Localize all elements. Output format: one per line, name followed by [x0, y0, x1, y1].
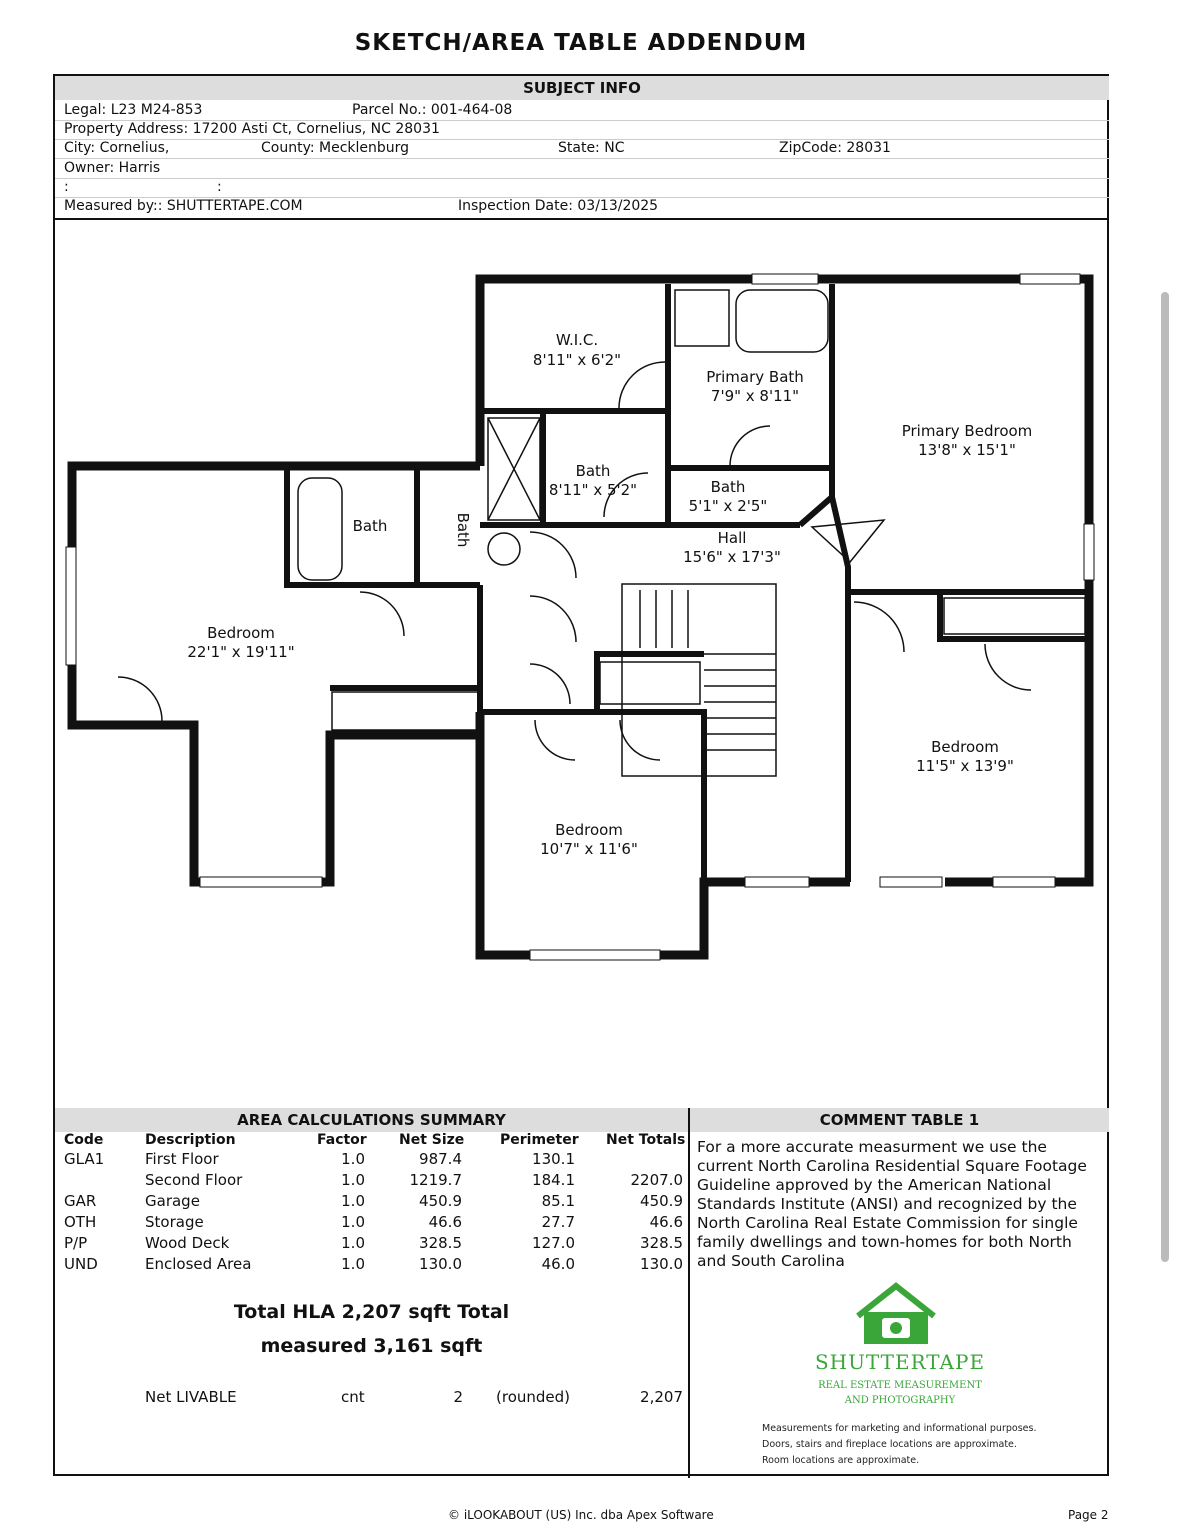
- area-row-net-size: 450.9: [419, 1192, 462, 1210]
- area-row-description: Enclosed Area: [145, 1255, 252, 1273]
- bathtub-2: [298, 478, 342, 580]
- shower: [675, 290, 729, 346]
- bedroom-west-dimensions: 22'1" x 19'11": [187, 643, 295, 661]
- total-hla-line: Total HLA 2,207 sqft Total: [233, 1301, 510, 1323]
- area-row-factor: 1.0: [341, 1234, 365, 1252]
- area-row-factor: 1.0: [341, 1192, 365, 1210]
- subject-row-legal: [55, 101, 1109, 121]
- total-measured-line: measured 3,161 sqft: [260, 1335, 483, 1357]
- footer-copyright: © iLOOKABOUT (US) Inc. dba Apex Software: [448, 1508, 714, 1522]
- area-row-description: First Floor: [145, 1150, 219, 1168]
- area-row-net-size: 328.5: [419, 1234, 462, 1252]
- bedroom-south-dimensions: 10'7" x 11'6": [540, 840, 638, 858]
- net-livable-label: Net LIVABLE: [145, 1388, 237, 1406]
- primary-bath-dimensions: 7'9" x 8'11": [710, 387, 800, 405]
- primary-bath-label: Primary Bath: [706, 368, 804, 386]
- parcel-field: Parcel No.: 001-464-08: [352, 102, 513, 118]
- col-net-size: Net Size: [399, 1132, 465, 1148]
- water-heater: [488, 533, 520, 565]
- blank-field-2: :: [217, 179, 222, 195]
- area-row-net-size: 1219.7: [409, 1171, 462, 1189]
- address-field: Property Address: 17200 Asti Ct, Cornelius, NC 28031: [64, 121, 440, 137]
- door-swing: [619, 362, 665, 408]
- bath-dimensions: 8'11" x 5'2": [548, 481, 638, 499]
- net-count: 2: [453, 1388, 463, 1406]
- wall-bed2-west: [832, 497, 848, 882]
- area-summary-header: AREA CALCULATIONS SUMMARY: [55, 1108, 688, 1132]
- col-net-totals: Net Totals: [606, 1132, 686, 1148]
- blank-field-1: :: [64, 179, 69, 195]
- area-row-net-total: 46.6: [649, 1213, 683, 1231]
- area-row-factor: 1.0: [341, 1255, 365, 1273]
- bath-tub-label: Bath: [352, 517, 388, 535]
- state-field: State: NC: [558, 140, 625, 156]
- zip-field: ZipCode: 28031: [779, 140, 891, 156]
- wic-label: W.I.C.: [555, 331, 599, 349]
- area-row-net-size: 130.0: [419, 1255, 462, 1273]
- col-factor: Factor: [317, 1132, 367, 1148]
- area-row-net-size: 46.6: [428, 1213, 462, 1231]
- footer-page-number: Page 2: [1068, 1508, 1109, 1522]
- primary-bedroom-dimensions: 13'8" x 15'1": [918, 441, 1016, 459]
- bathtub: [736, 290, 828, 352]
- col-description: Description: [145, 1132, 236, 1148]
- county-field: County: Mecklenburg: [261, 140, 410, 156]
- disclaimer-2: Doors, stairs and fireplace locations are approximate.: [762, 1439, 1017, 1450]
- area-row-net-size: 987.4: [419, 1150, 462, 1168]
- area-row-perimeter: 184.1: [532, 1171, 575, 1189]
- bedroom-south-label: Bedroom: [555, 821, 623, 839]
- wic-dimensions: 8'11" x 6'2": [532, 351, 622, 369]
- hall-dimensions: 15'6" x 17'3": [683, 548, 781, 566]
- area-row-code: UND: [64, 1255, 98, 1273]
- closet-shelf-2: [944, 598, 1085, 634]
- comment-table-header: COMMENT TABLE 1: [690, 1108, 1109, 1132]
- inspection-date-field: Inspection Date: 03/13/2025: [458, 198, 659, 214]
- staircase: [622, 584, 776, 776]
- area-row-description: Garage: [145, 1192, 200, 1210]
- floor-plan-sketch: [55, 218, 1109, 1110]
- disclaimer-3: Room locations are approximate.: [762, 1455, 920, 1466]
- subject-row-blank: [55, 178, 1109, 198]
- area-row-perimeter: 85.1: [541, 1192, 575, 1210]
- bedroom-west-label: Bedroom: [207, 624, 275, 642]
- city-field: City: Cornelius,: [64, 140, 170, 156]
- area-row-perimeter: 130.1: [532, 1150, 575, 1168]
- area-row-net-total: 2207.0: [630, 1171, 683, 1189]
- area-row-factor: 1.0: [341, 1150, 365, 1168]
- bedroom-east-label: Bedroom: [931, 738, 999, 756]
- col-code: Code: [64, 1132, 104, 1148]
- area-row-code: GLA1: [64, 1150, 105, 1168]
- net-livable-value: 2,207: [640, 1388, 683, 1406]
- area-row-perimeter: 127.0: [532, 1234, 575, 1252]
- bath-vertical-label: Bath: [454, 512, 472, 548]
- scrollbar[interactable]: [1161, 292, 1169, 1262]
- area-row-description: Second Floor: [145, 1171, 243, 1189]
- net-cnt-label: cnt: [341, 1388, 365, 1406]
- bedroom-east-dimensions: 11'5" x 13'9": [916, 757, 1014, 775]
- owner-field: Owner: Harris: [64, 160, 161, 176]
- area-row-code: GAR: [64, 1192, 97, 1210]
- floor-plan-svg: [55, 220, 1109, 1108]
- measured-by-field: Measured by:: SHUTTERTAPE.COM: [64, 198, 303, 214]
- area-row-net-total: 130.0: [640, 1255, 683, 1273]
- wall-outer-south: [480, 712, 850, 955]
- subject-row-measured: [55, 197, 1109, 216]
- subject-row-address: [55, 120, 1109, 140]
- bath-small-dimensions: 5'1" x 2'5": [688, 497, 768, 515]
- linen-shelf: [600, 662, 700, 704]
- bath-small-label: Bath: [710, 478, 746, 496]
- page-title: SKETCH/AREA TABLE ADDENDUM: [354, 30, 808, 56]
- comment-text: For a more accurate measurment we use the current North Carolina Residential Square Footage Guideline approved by the American National Standards Institute (ANSI) and recognized by the North Carolina Real Estate Commission for single family dwellings and town-homes for both North and South Carolina: [697, 1138, 1087, 1270]
- disclaimer-1: Measurements for marketing and informational purposes.: [762, 1423, 1037, 1434]
- primary-bedroom-label: Primary Bedroom: [901, 422, 1033, 440]
- area-row-description: Wood Deck: [145, 1234, 230, 1252]
- legal-field: Legal: L23 M24-853: [64, 102, 203, 118]
- area-row-factor: 1.0: [341, 1213, 365, 1231]
- net-rounded-label: (rounded): [496, 1388, 571, 1406]
- area-row-code: OTH: [64, 1213, 97, 1231]
- closet-shelf: [332, 692, 478, 730]
- wall-hall-corner: [800, 497, 832, 525]
- logo-brand-name: SHUTTERTAPE: [814, 1350, 986, 1374]
- house-logo-icon: [854, 1282, 938, 1350]
- subject-row-city: [55, 139, 1109, 159]
- subject-info-header: SUBJECT INFO: [55, 76, 1109, 100]
- logo-subtitle-2: AND PHOTOGRAPHY: [844, 1395, 956, 1406]
- area-row-perimeter: 27.7: [541, 1213, 575, 1231]
- area-row-perimeter: 46.0: [541, 1255, 575, 1273]
- area-row-code: P/P: [64, 1234, 88, 1252]
- subject-row-owner: [55, 159, 1109, 179]
- area-row-net-total: 328.5: [640, 1234, 683, 1252]
- area-row-net-total: 450.9: [640, 1192, 683, 1210]
- area-row-factor: 1.0: [341, 1171, 365, 1189]
- bath-label: Bath: [575, 462, 611, 480]
- wall-closet: [940, 592, 1089, 639]
- logo-subtitle-1: REAL ESTATE MEASUREMENT: [818, 1380, 982, 1391]
- table-divider: [688, 1108, 690, 1478]
- hall-label: Hall: [717, 529, 747, 547]
- area-row-description: Storage: [145, 1213, 204, 1231]
- col-perimeter: Perimeter: [500, 1132, 579, 1148]
